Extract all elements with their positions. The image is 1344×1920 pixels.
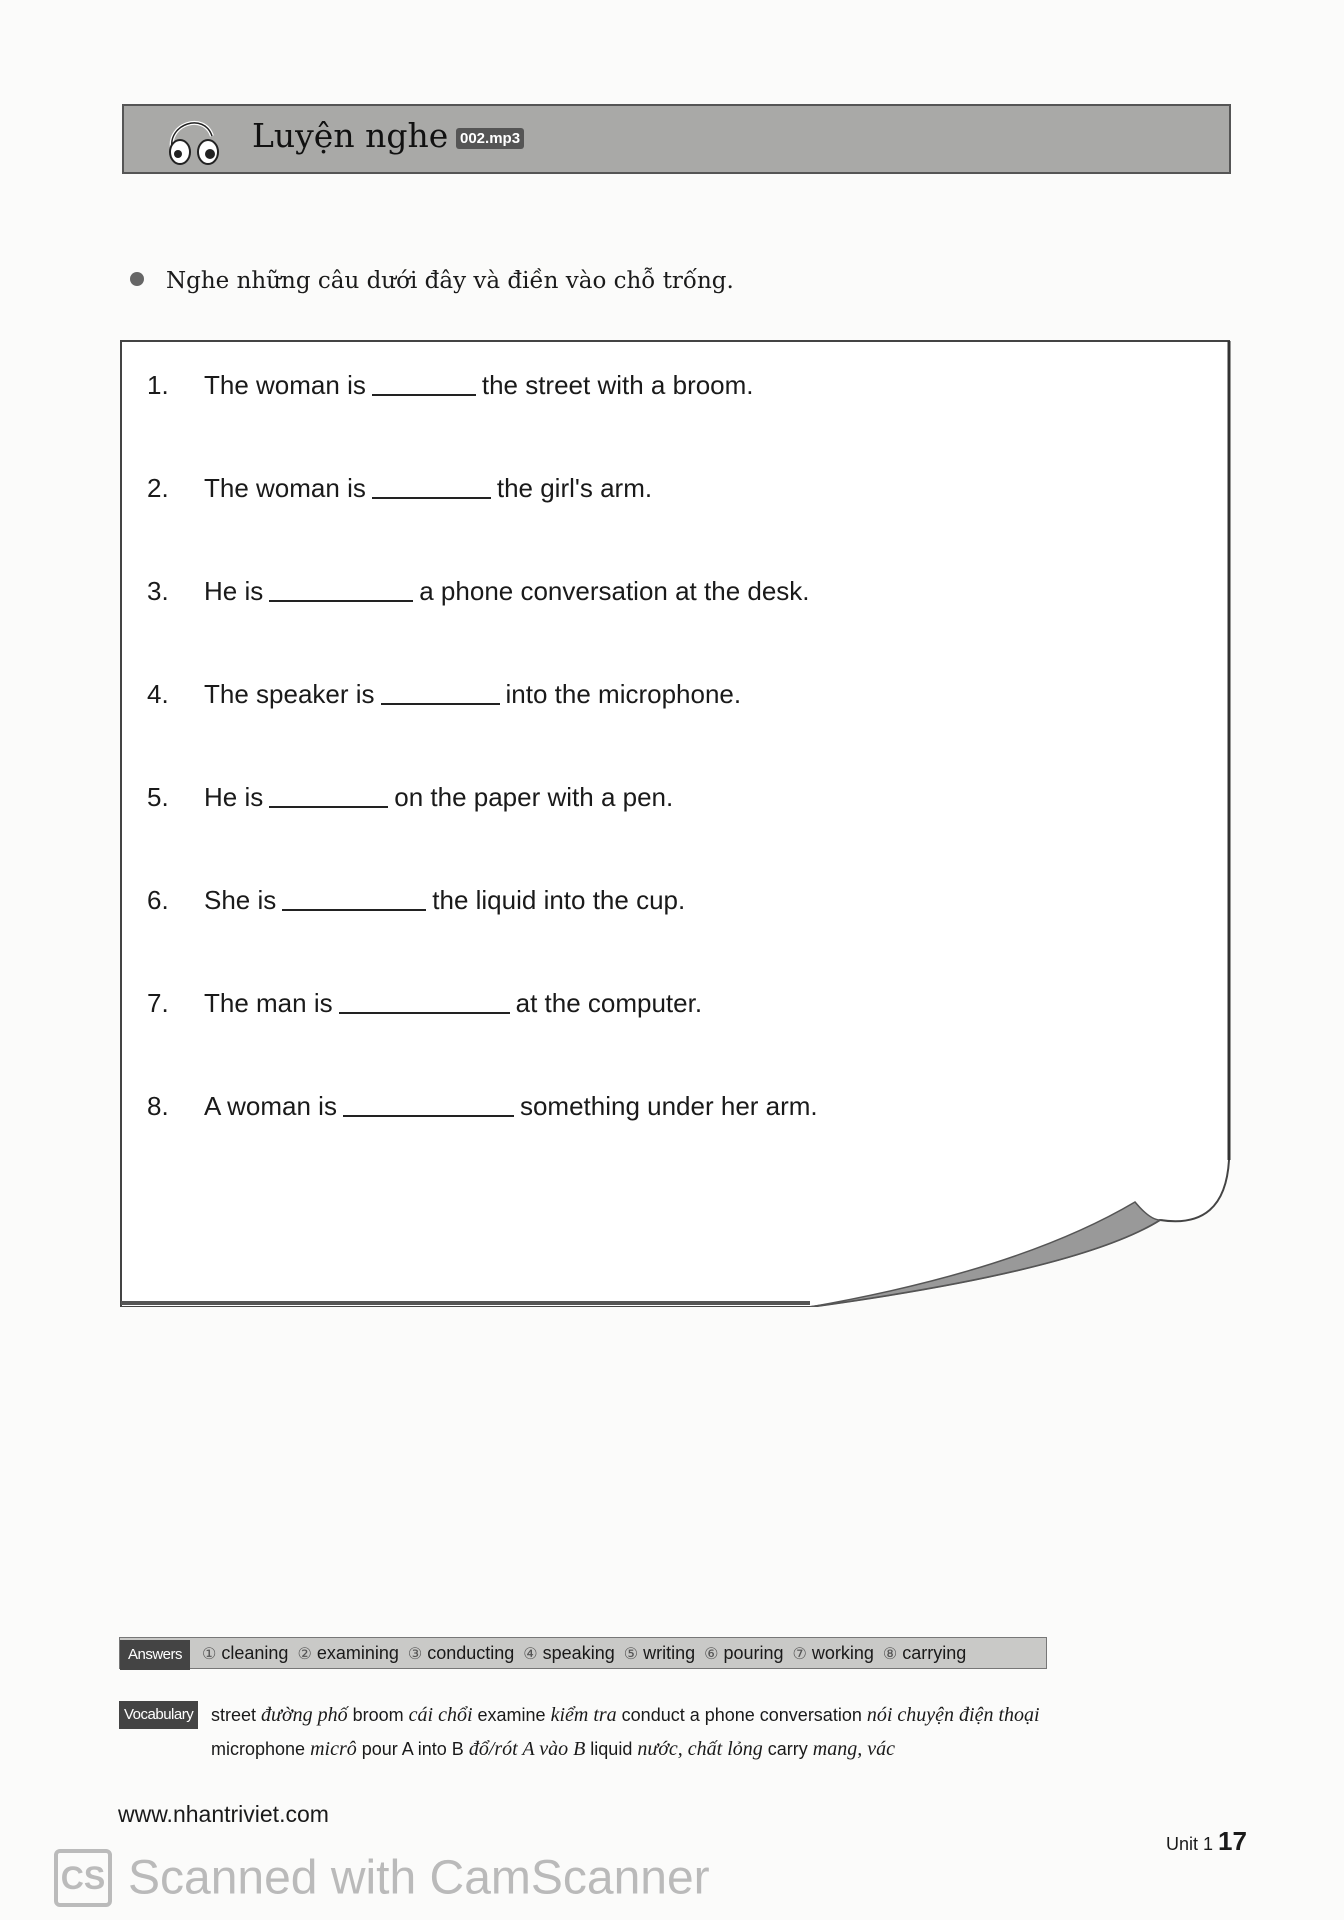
item-number: 4.	[147, 679, 169, 709]
item-text-before: He is	[204, 782, 264, 812]
answer-number: ②	[297, 1646, 312, 1663]
answer-blank[interactable]	[269, 580, 413, 602]
section-title: Luyện nghe	[252, 116, 449, 155]
answer-blank[interactable]	[372, 477, 491, 499]
answer-item	[408, 1643, 514, 1663]
answer-word: pouring	[723, 1643, 784, 1663]
item-text-after: something under her arm.	[519, 1091, 818, 1121]
item-text-after: the liquid into the cup.	[432, 885, 686, 915]
answer-word: writing	[643, 1643, 696, 1663]
item-text-after: at the computer.	[515, 988, 703, 1018]
answer-number: ⑦	[792, 1646, 807, 1663]
exercise-item	[147, 370, 754, 401]
footer-url: www.nhantriviet.com	[118, 1801, 329, 1827]
item-text-before: A woman is	[204, 1091, 337, 1121]
instruction	[130, 268, 734, 294]
vocab-vi: kiểm tra	[550, 1704, 617, 1726]
answer-blank[interactable]	[269, 786, 388, 808]
camscanner-logo: CS	[54, 1849, 112, 1907]
answer-word: conducting	[427, 1643, 515, 1663]
vocab-vi: đường phố	[261, 1704, 348, 1726]
answer-word: working	[811, 1643, 874, 1663]
answer-word: speaking	[542, 1643, 615, 1663]
page-number	[1166, 1826, 1247, 1857]
vocabulary-line-1	[211, 1704, 1045, 1727]
item-number: 7.	[147, 988, 169, 1018]
vocab-vi: nói chuyện điện thoại	[866, 1704, 1040, 1726]
answer-item	[202, 1643, 288, 1663]
vocab-en: pour A into B	[361, 1739, 464, 1759]
answer-blank[interactable]	[381, 683, 500, 705]
vocab-vi: cái chổi	[408, 1704, 473, 1726]
answers-label: Answers	[120, 1640, 190, 1670]
vocab-en: examine	[477, 1705, 546, 1725]
section-header	[122, 104, 1231, 174]
answer-word: carrying	[902, 1643, 967, 1663]
item-text-before: He is	[204, 576, 264, 606]
answer-blank[interactable]	[343, 1095, 514, 1117]
item-text-before: The woman is	[204, 473, 366, 503]
answer-item	[297, 1643, 398, 1663]
audio-file-badge[interactable]: 002.mp3	[456, 128, 524, 149]
answers-bar	[119, 1637, 1047, 1669]
answer-item	[793, 1643, 874, 1663]
answer-blank[interactable]	[372, 374, 476, 396]
answer-word: cleaning	[221, 1643, 289, 1663]
exercise-item	[147, 988, 702, 1019]
answer-word: examining	[316, 1643, 399, 1663]
answer-number: ③	[407, 1646, 423, 1663]
item-number: 5.	[147, 782, 169, 812]
item-number: 8.	[147, 1091, 169, 1121]
answer-number: ①	[202, 1646, 217, 1663]
exercise-item	[147, 473, 652, 504]
exercise-item	[147, 782, 673, 813]
item-number: 3.	[147, 576, 169, 606]
vocab-en: broom	[352, 1705, 404, 1725]
vocab-en: carry	[767, 1739, 808, 1759]
vocab-vi: mang, vác	[812, 1738, 895, 1760]
item-text-before: The speaker is	[204, 679, 375, 709]
vocab-vi: nước, chất lỏng	[637, 1738, 763, 1760]
item-text-before: The woman is	[204, 370, 366, 400]
page-num: 17	[1218, 1826, 1247, 1856]
item-text-after: into the microphone.	[505, 679, 742, 709]
answer-blank[interactable]	[282, 889, 426, 911]
watermark-text: Scanned with CamScanner	[128, 1851, 710, 1905]
vocab-en: microphone	[211, 1739, 306, 1759]
unit-label: Unit 1	[1166, 1834, 1214, 1854]
vocabulary-line-2	[211, 1738, 900, 1761]
vocab-vi: micrô	[310, 1738, 357, 1760]
camscanner-watermark	[54, 1846, 710, 1908]
answer-number: ⑥	[704, 1646, 719, 1663]
vocabulary-label: Vocabulary	[119, 1701, 198, 1729]
item-text-after: a phone conversation at the desk.	[419, 576, 810, 606]
vocab-vi: đổ/rót A vào B	[468, 1738, 586, 1760]
vocab-en: liquid	[590, 1739, 633, 1759]
item-number: 2.	[147, 473, 169, 503]
answer-item	[704, 1643, 783, 1663]
answer-number: ④	[523, 1646, 538, 1663]
answer-number: ⑤	[623, 1646, 639, 1663]
item-text-before: She is	[204, 885, 277, 915]
item-text-before: The man is	[204, 988, 333, 1018]
vocab-en: conduct a phone conversation	[621, 1705, 862, 1725]
answer-item	[523, 1643, 614, 1663]
bullet-icon	[130, 272, 144, 286]
headphones-icon	[164, 114, 224, 166]
answer-number: ⑧	[882, 1646, 898, 1663]
item-number: 1.	[147, 370, 169, 400]
item-text-after: the street with a broom.	[481, 370, 754, 400]
exercise-box	[120, 340, 1231, 1307]
item-text-after: the girl's arm.	[496, 473, 653, 503]
vocab-en: street	[211, 1705, 257, 1725]
instruction-text: Nghe những câu dưới đây và điền vào chỗ trống.	[166, 268, 734, 294]
answer-blank[interactable]	[339, 992, 510, 1014]
answer-item	[624, 1643, 695, 1663]
answer-item	[883, 1643, 966, 1663]
item-number: 6.	[147, 885, 169, 915]
exercise-item	[147, 576, 810, 607]
exercise-item	[147, 679, 741, 710]
exercise-item	[147, 885, 685, 916]
exercise-item	[147, 1091, 818, 1122]
item-text-after: on the paper with a pen.	[394, 782, 674, 812]
